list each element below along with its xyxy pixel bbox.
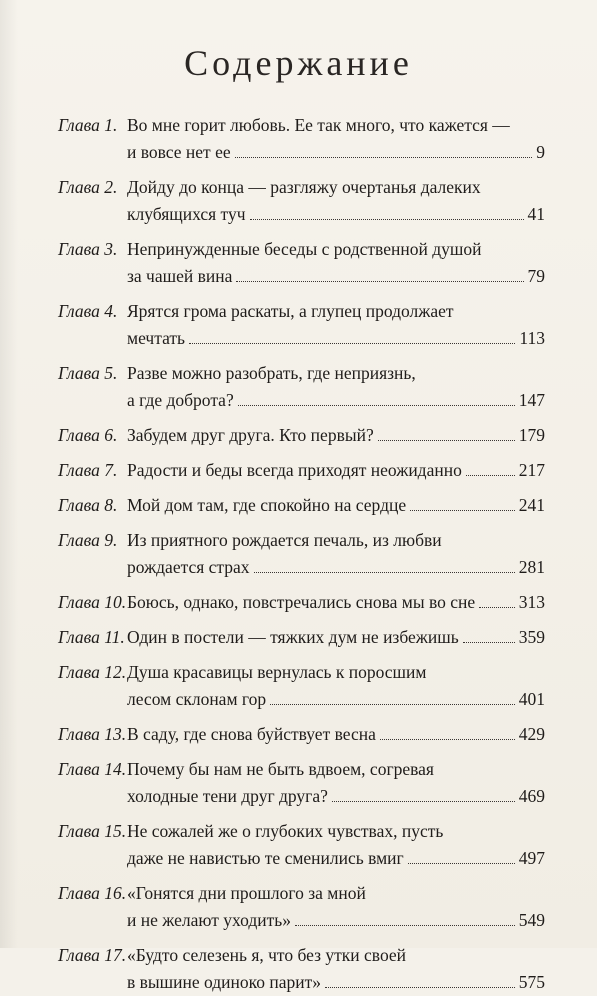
chapter-title xyxy=(127,492,545,519)
chapter-title-line: Дойду до конца — разгляжу очертанья далеких xyxy=(127,177,481,197)
dot-leader xyxy=(410,510,515,511)
page-number: 9 xyxy=(536,142,545,162)
toc-entry[interactable] xyxy=(58,174,545,228)
chapter-label: Глава 5. xyxy=(58,363,118,383)
chapter-label: Глава 6. xyxy=(58,425,118,445)
chapter-title-last-line xyxy=(127,589,545,616)
page-number: 401 xyxy=(518,689,545,709)
chapter-label: Глава 17. xyxy=(58,945,127,965)
chapter-title-last-line xyxy=(127,201,545,228)
chapter-label: Глава 16. xyxy=(58,883,127,903)
chapter-title-line: Не сожалей же о глубоких чувствах, пусть xyxy=(127,821,444,841)
page-title: Содержание xyxy=(184,43,413,83)
chapter-title-last-line xyxy=(127,721,545,748)
toc-entry[interactable] xyxy=(58,298,545,352)
chapter-title-last-line xyxy=(127,907,545,934)
chapter-title-text: Мой дом там, где спокойно на сердце xyxy=(127,495,407,515)
chapter-label: Глава 4. xyxy=(58,301,118,321)
page-number: 113 xyxy=(519,328,545,348)
chapter-label: Глава 13. xyxy=(58,724,127,744)
page-number: 41 xyxy=(527,204,545,224)
dot-leader xyxy=(466,475,515,476)
chapter-label: Глава 14. xyxy=(58,759,127,779)
toc-entry[interactable] xyxy=(58,818,545,872)
chapter-title-text: и вовсе нет ее xyxy=(127,142,231,162)
toc-entry[interactable] xyxy=(58,589,545,616)
chapter-title-line: Почему бы нам не быть вдвоем, согревая xyxy=(127,759,434,779)
chapter-title-text: а где доброта? xyxy=(127,390,234,410)
page-number: 241 xyxy=(518,495,545,515)
chapter-title xyxy=(127,236,545,290)
dot-leader xyxy=(325,987,515,988)
chapter-title-last-line xyxy=(127,624,545,651)
toc-entry[interactable] xyxy=(58,880,545,934)
dot-leader xyxy=(270,704,515,705)
chapter-title-last-line xyxy=(127,783,545,810)
toc-entry[interactable] xyxy=(58,659,545,713)
chapter-title-text: за чашей вина xyxy=(127,266,233,286)
chapter-title-last-line xyxy=(127,969,545,996)
dot-leader xyxy=(235,157,533,158)
chapter-title-last-line xyxy=(127,387,545,414)
chapter-title-line: Во мне горит любовь. Ее так много, что кажется — xyxy=(127,115,510,135)
page-number: 469 xyxy=(518,786,545,806)
chapter-title-last-line xyxy=(127,139,545,166)
page-number: 359 xyxy=(518,627,545,647)
chapter-title xyxy=(127,880,545,934)
chapter-label: Глава 12. xyxy=(58,662,127,682)
chapter-title xyxy=(127,527,545,581)
page-number: 429 xyxy=(518,724,545,744)
chapter-title xyxy=(127,721,545,748)
chapter-title xyxy=(127,659,545,713)
chapter-title-text: лесом склонам гор xyxy=(127,689,267,709)
chapter-label: Глава 2. xyxy=(58,177,118,197)
dot-leader xyxy=(479,607,515,608)
chapter-label: Глава 7. xyxy=(58,460,118,480)
chapter-label: Глава 9. xyxy=(58,530,118,550)
toc-entry[interactable] xyxy=(58,721,545,748)
toc-entry[interactable] xyxy=(58,527,545,581)
dot-leader xyxy=(254,572,515,573)
chapter-label: Глава 8. xyxy=(58,495,118,515)
chapter-title-text: В саду, где снова буйствует весна xyxy=(127,724,376,744)
dot-leader xyxy=(332,801,515,802)
chapter-title-last-line xyxy=(127,457,545,484)
chapter-title-last-line xyxy=(127,422,545,449)
page-number: 217 xyxy=(518,460,545,480)
chapter-title-text: мечтать xyxy=(127,328,186,348)
dot-leader xyxy=(408,863,515,864)
chapter-title-last-line xyxy=(127,492,545,519)
page-number: 549 xyxy=(518,910,545,930)
chapter-title-text: клубящихся туч xyxy=(127,204,246,224)
chapter-title xyxy=(127,457,545,484)
chapter-title-last-line xyxy=(127,263,545,290)
chapter-title-text: Забудем друг друга. Кто первый? xyxy=(127,425,374,445)
chapter-title xyxy=(127,174,545,228)
chapter-title xyxy=(127,422,545,449)
dot-leader xyxy=(238,405,515,406)
chapter-title-last-line xyxy=(127,325,545,352)
chapter-title xyxy=(127,624,545,651)
dot-leader xyxy=(295,925,515,926)
dot-leader xyxy=(189,343,515,344)
chapter-title-text: даже не навистью те сменились вмиг xyxy=(127,848,404,868)
chapter-title xyxy=(127,112,545,166)
chapter-label: Глава 11. xyxy=(58,627,125,647)
chapter-title-line: Разве можно разобрать, где неприязнь, xyxy=(127,363,416,383)
chapter-title xyxy=(127,298,545,352)
dot-leader xyxy=(378,440,515,441)
chapter-label: Глава 1. xyxy=(58,115,118,135)
chapter-title xyxy=(127,756,545,810)
page-number: 179 xyxy=(518,425,545,445)
toc-entry[interactable] xyxy=(58,422,545,449)
dot-leader xyxy=(463,642,515,643)
chapter-title-text: и не желают уходить» xyxy=(127,910,291,930)
page-number: 281 xyxy=(518,557,545,577)
page-number: 575 xyxy=(518,972,545,992)
page-number: 79 xyxy=(527,266,545,286)
chapter-title-last-line xyxy=(127,845,545,872)
toc-entry[interactable] xyxy=(58,492,545,519)
page-number: 147 xyxy=(518,390,545,410)
page-number: 313 xyxy=(518,592,545,612)
chapter-title-text: Радости и беды всегда приходят неожиданно xyxy=(127,460,462,480)
dot-leader xyxy=(380,739,515,740)
chapter-title-line: Ярятся грома раскаты, а глупец продолжает xyxy=(127,301,454,321)
chapter-title-line: «Будто селезень я, что без утки своей xyxy=(127,945,407,965)
table-of-contents xyxy=(58,112,545,996)
chapter-title xyxy=(127,360,545,414)
chapter-title-line: Из приятного рождается печаль, из любви xyxy=(127,530,442,550)
toc-entry[interactable] xyxy=(58,942,545,996)
chapter-title xyxy=(127,942,545,996)
dot-leader xyxy=(250,219,524,220)
chapter-title-line: «Гонятся дни прошлого за мной xyxy=(127,883,366,903)
chapter-label: Глава 3. xyxy=(58,239,118,259)
toc-entry[interactable] xyxy=(58,236,545,290)
chapter-title-line: Непринужденные беседы с родственной душой xyxy=(127,239,482,259)
chapter-label: Глава 10. xyxy=(58,592,127,612)
chapter-title-text: Один в постели — тяжких дум не избежишь xyxy=(127,627,459,647)
chapter-title-text: в вышине одиноко парит» xyxy=(127,972,322,992)
chapter-title-text: рождается страх xyxy=(127,557,250,577)
chapter-title-line: Душа красавицы вернулась к поросшим xyxy=(127,662,427,682)
toc-entry[interactable] xyxy=(58,360,545,414)
chapter-title-text: холодные тени друг друга? xyxy=(127,786,328,806)
chapter-title-last-line xyxy=(127,686,545,713)
dot-leader xyxy=(236,281,523,282)
toc-entry[interactable] xyxy=(58,112,545,166)
chapter-label: Глава 15. xyxy=(58,821,127,841)
page-number: 497 xyxy=(518,848,545,868)
chapter-title xyxy=(127,589,545,616)
toc-entry[interactable] xyxy=(58,624,545,651)
chapter-title-text: Боюсь, однако, повстречались снова мы во сне xyxy=(127,592,476,612)
toc-entry[interactable] xyxy=(58,457,545,484)
toc-entry[interactable] xyxy=(58,756,545,810)
chapter-title xyxy=(127,818,545,872)
chapter-title-last-line xyxy=(127,554,545,581)
